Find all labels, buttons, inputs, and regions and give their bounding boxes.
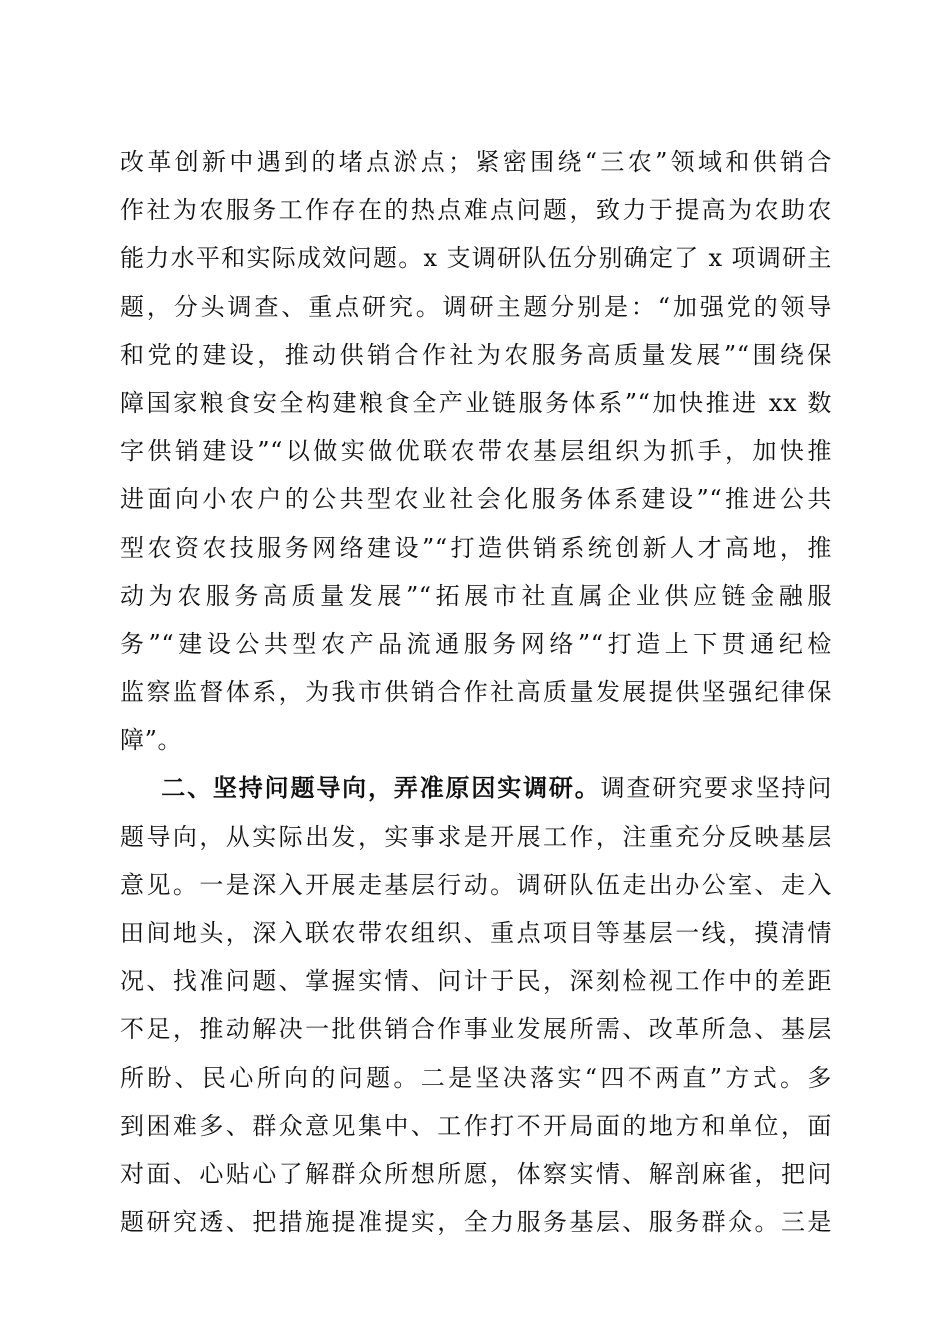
text-line: 改革创新中遇到的堵点淤点；紧密围绕“三农”领域和供销合 [120,148,832,176]
text-line: 所盼、民心所向的问题。二是坚决落实“四不两直”方式。多 [120,1063,832,1092]
text-line: 意见。一是深入开展走基层行动。调研队伍走出办公室、走入 [120,870,832,899]
text-line: 和党的建设，推动供销合作社为农服务高质量发展”“围绕保 [120,340,832,369]
text-line: 能力水平和实际成效问题。x 支调研队伍分别确定了 x 项调研主 [120,244,832,273]
text-line: 题研究透、把措施提准提实，全力服务基层、服务群众。三是 [120,1208,832,1237]
text-line: 对面、心贴心了解群众所想所愿，体察实情、解剖麻雀，把问 [120,1159,832,1188]
text-line: 作社为农服务工作存在的热点难点问题，致力于提高为农助农 [120,196,832,225]
heading-line-rest: 调查研究要求坚持问 [600,774,832,803]
text-line [120,764,832,812]
text-line: 障”。 [120,726,183,755]
section-heading: 二、坚持问题导向，弄准原因实调研。 [160,774,601,803]
text-line: 动为农服务高质量发展”“拓展市社直属企业供应链金融服 [120,581,832,610]
text-line: 进面向小农户的公共型农业社会化服务体系建设”“推进公共 [120,485,832,514]
text-line: 田间地头，深入联农带农组织、重点项目等基层一线，摸清情 [120,919,832,947]
text-line: 到困难多、群众意见集中、工作打不开局面的地方和单位，面 [120,1111,832,1140]
paragraph-problem-orientation [120,764,832,1246]
text-line: 题，分头调查、重点研究。调研主题分别是：“加强党的领导 [120,292,832,321]
text-line: 型农资农技服务网络建设”“打造供销系统创新人才高地，推 [120,533,832,562]
text-line: 务”“建设公共型农产品流通服务网络”“打造上下贯通纪检 [120,629,832,658]
text-line: 监察监督体系，为我市供销合作社高质量发展提供坚强纪律保 [120,678,832,707]
text-line: 障国家粮食安全构建粮食全产业链服务体系”“加快推进 xx 数 [120,388,832,417]
text-line: 不足，推动解决一批供销合作事业发展所需、改革所急、基层 [120,1015,832,1044]
paragraph-research-topics [120,138,832,764]
text-line: 题导向，从实际出发，实事求是开展工作，注重充分反映基层 [120,822,832,851]
text-line: 况、找准问题、掌握实情、问计于民，深刻检视工作中的差距 [120,967,832,996]
text-line: 字供销建设”“以做实做优联农带农基层组织为抓手，加快推 [120,437,832,466]
document-body [120,138,832,1246]
